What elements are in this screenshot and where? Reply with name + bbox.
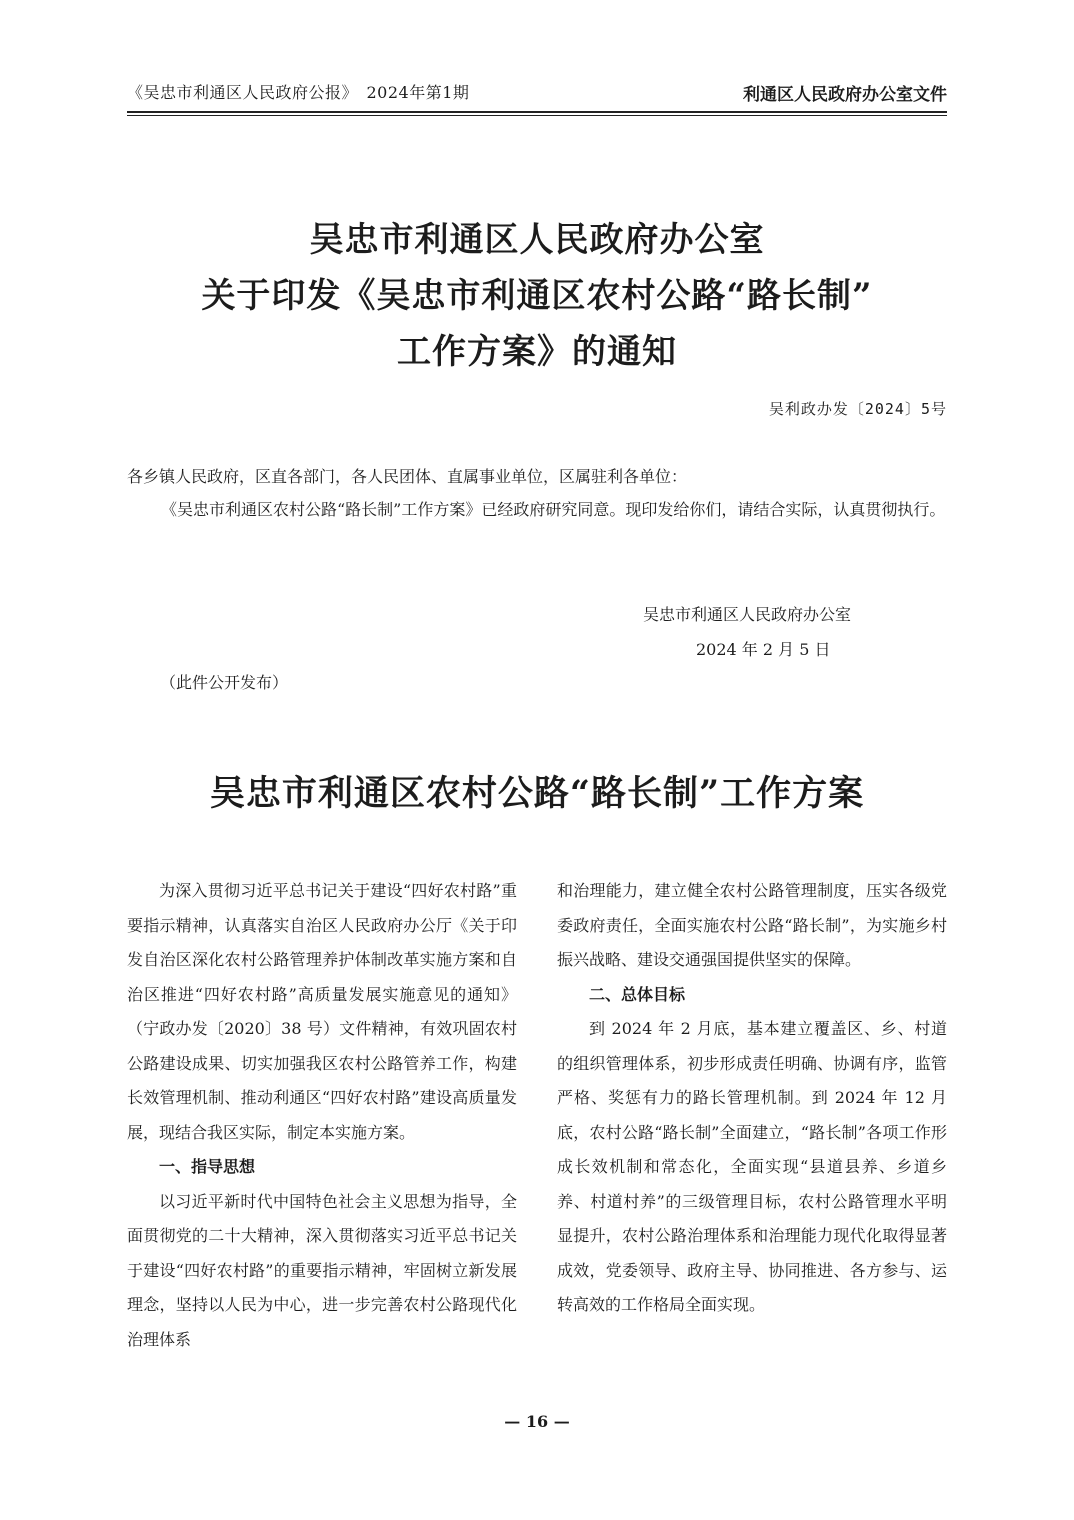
notice-title-line-1: 吴忠市利通区人民政府办公室 <box>309 220 765 260</box>
document-number: 吴利政办发〔2024〕5号 <box>768 400 947 418</box>
section-1-heading: 一、指导思想 <box>159 1157 256 1176</box>
notice-title-line-3: 工作方案》的通知 <box>397 332 677 372</box>
column-left <box>127 874 517 1357</box>
header-publication: 《吴忠市利通区人民政府公报》 2024年第1期 <box>127 83 470 102</box>
header-rule-thin <box>127 115 947 116</box>
notice-addressee: 各乡镇人民政府，区直各部门，各人民团体、直属事业单位，区属驻利各单位： <box>127 467 688 486</box>
section-1-continued: 和治理能力，建立健全农村公路管理制度，压实各级党委政府责任，全面实施农村公路“路长制”，为实施乡村振兴战略、建设交通强国提供坚实的保障。 <box>557 881 947 969</box>
header-document-type: 利通区人民政府办公室文件 <box>743 85 947 105</box>
notice-title-line-2: 关于印发《吴忠市利通区农村公路“路长制” <box>201 276 873 316</box>
notice-issuer: 吴忠市利通区人民政府办公室 <box>643 605 852 624</box>
section-1-text: 以习近平新时代中国特色社会主义思想为指导，全面贯彻党的二十大精神，深入贯彻落实习近平总书记关于建设“四好农村路”的重要指示精神，牢固树立新发展理念，坚持以人民为中心，进一步完善农村公路现代化治理体系 <box>127 1191 517 1349</box>
notice-date: 2024 年 2 月 5 日 <box>696 640 831 659</box>
section-2-text: 到 2024 年 2 月底，基本建立覆盖区、乡、村道的组织管理体系，初步形成责任明确、协调有序，监管严格、奖惩有力的路长管理机制。到 2024 年 12 月底，农村公路“路长制”全面建立，“路长制”各项工作形成长效机制和常态化，全面实现“县道县养、乡道乡养、村道村养”的三级管理目标，农村公路管理水平明显提升，农村公路治理体系和治理能力现代化取得显著成效，党委领导、政府主导、协同推进、各方参与、运转高效的工作格局全面实现。 <box>557 1019 947 1314</box>
header-rule <box>127 111 947 113</box>
section-2-heading: 二、总体目标 <box>589 984 686 1004</box>
publication-note: （此件公开发布） <box>160 673 289 692</box>
plan-intro: 为深入贯彻习近平总书记关于建设“四好农村路”重要指示精神，认真落实自治区人民政府办公厅《关于印发自治区深化农村公路管理养护体制改革实施方案和自治区推进“四好农村路”高质量发展实施意见的通知》（宁政办发〔2020〕38 号）文件精神，有效巩固农村公路建设成果、切实加强我区农村公路管养工作，构建长效管理机制、推动利通区“四好农村路”建设高质量发展，现结合我区实际，制定本实施方案。 <box>127 881 517 1142</box>
notice-title <box>0 212 1074 380</box>
page-number: — 16 — <box>504 1412 570 1431</box>
column-right <box>557 874 947 1323</box>
plan-title: 吴忠市利通区农村公路“路长制”工作方案 <box>209 773 865 814</box>
notice-body: 《吴忠市利通区农村公路“路长制”工作方案》已经政府研究同意。现印发给你们，请结合实际，认真贯彻执行。 <box>161 500 946 519</box>
